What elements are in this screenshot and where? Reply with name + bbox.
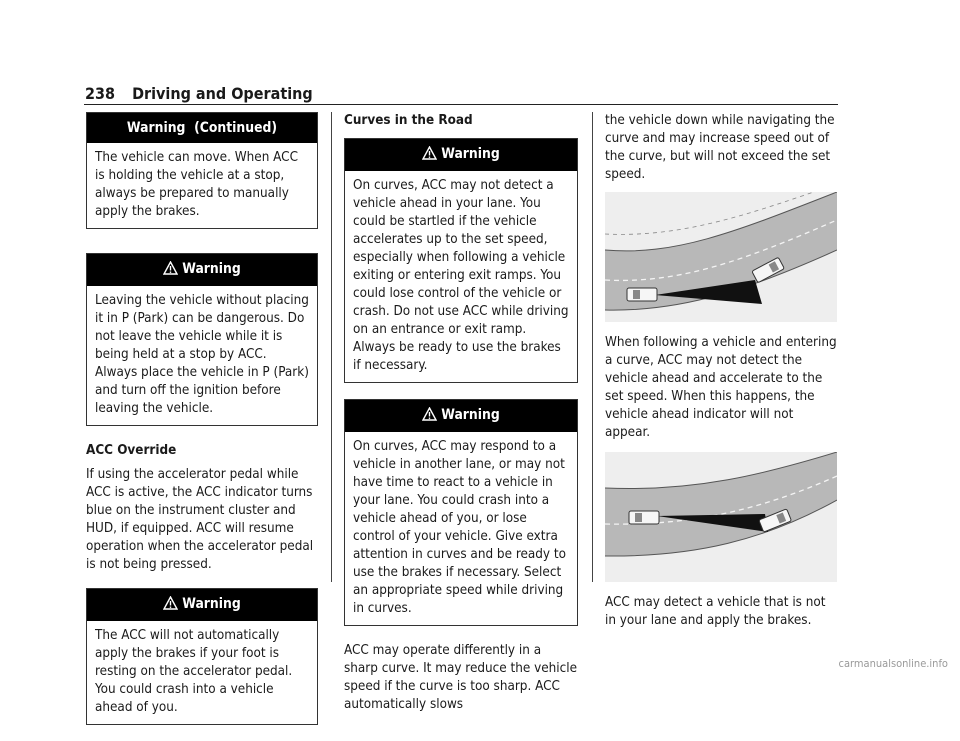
curve-road-drawing — [605, 192, 837, 322]
section-title: Driving and Operating — [132, 84, 313, 103]
warning-body: Leaving the vehicle without placing it in P (Park) can be dangerous. Do not leave the vehicle while it is being held at a stop by ACC. Always place the vehicle in P (Park) and turn off the ignition before leaving the vehicle. — [95, 293, 309, 416]
own-vehicle-icon — [629, 511, 659, 524]
warning-title: Warning — [182, 261, 241, 277]
warning-triangle-icon — [422, 407, 437, 426]
warning-box-continued — [86, 112, 318, 229]
curve-illustration-2 — [605, 452, 837, 582]
warning-title: Warning (Continued) — [87, 113, 317, 143]
own-vehicle-icon — [627, 288, 657, 301]
acc-override-text: If using the accelerator pedal while ACC is active, the ACC indicator turns blue on the instrument cluster and HUD, if equipped. ACC will resume operation when the accelerator pedal is not being pressed. — [86, 467, 314, 572]
warning-header — [87, 589, 317, 621]
sharp-curve-text: ACC may operate differently in a sharp curve. It may reduce the vehicle speed if the curve is too sharp. ACC automatically slows — [344, 643, 578, 712]
warning-box-accelerator — [86, 588, 318, 725]
warning-box-curves-detect — [344, 138, 578, 383]
column-divider-1 — [331, 112, 332, 582]
warning-body: The vehicle can move. When ACC is holding the vehicle at a stop, always be prepared to manually apply the brakes. — [95, 150, 298, 219]
curve-road-drawing — [605, 452, 837, 582]
column-divider-2 — [592, 112, 593, 582]
page-header — [85, 84, 313, 103]
warning-triangle-icon — [422, 146, 437, 165]
acc-override-heading: ACC Override — [86, 443, 177, 458]
warning-header — [87, 254, 317, 286]
other-lane-detect-text: ACC may detect a vehicle that is not in your lane and apply the brakes. — [605, 595, 826, 628]
warning-title: Warning — [441, 146, 500, 162]
column-middle — [344, 112, 578, 724]
warning-body: On curves, ACC may respond to a vehicle in another lane, or may not have time to react to a vehicle in your lane. You could crash into a vehicle ahead of you, or lose control of your vehicle. Give extra attention in curves and be ready to use the brakes if necessary. Select an appropriate speed while driving in curves. — [353, 439, 566, 616]
warning-body: On curves, ACC may not detect a vehicle ahead in your lane. You could be startled if the vehicle accelerates up to the set speed, especially when following a vehicle exiting or entering exit ramps. You could lose control of the vehicle or crash. Do not use ACC while driving on an entrance or exit ramp. Always be ready to use the brakes if necessary. — [353, 178, 569, 373]
warning-box-curves-respond — [344, 399, 578, 626]
curve-speed-text: the vehicle down while navigating the curve and may increase speed out of the curve, but will not exceed the set speed. — [605, 113, 835, 182]
page-number: 238 — [85, 84, 116, 103]
warning-box-park — [86, 253, 318, 426]
warning-triangle-icon — [163, 596, 178, 615]
warning-title: Warning — [441, 407, 500, 423]
warning-title: Warning — [182, 596, 241, 612]
warning-header — [345, 139, 577, 171]
curve-illustration-1 — [605, 192, 837, 322]
header-divider — [84, 104, 838, 105]
warning-triangle-icon — [163, 261, 178, 280]
curve-not-detect-text: When following a vehicle and entering a curve, ACC may not detect the vehicle ahead and accelerate to the set speed. When this happens, the vehicle ahead indicator will not appear. — [605, 335, 837, 440]
column-left — [86, 112, 318, 741]
curves-heading: Curves in the Road — [344, 113, 473, 128]
warning-body: The ACC will not automatically apply the brakes if your foot is resting on the accelerator pedal. You could crash into a vehicle ahead of you. — [95, 628, 293, 715]
warning-header — [345, 400, 577, 432]
watermark: carmanualsonline.info — [838, 657, 948, 670]
column-right — [605, 112, 837, 640]
